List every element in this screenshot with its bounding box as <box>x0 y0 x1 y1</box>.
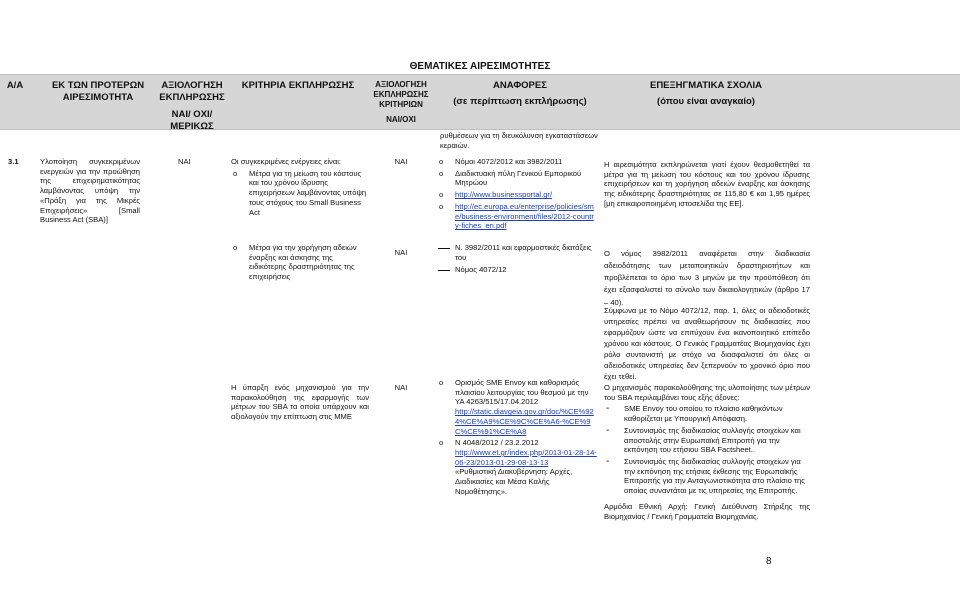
carryover-text: ρυθμέσεων για τη διευκόλυνση εγκαταστάσεων κεραιών. <box>440 131 598 150</box>
header-criteria-assessment-line1: ΑΞΙΟΛΟΓΗΣΗ ΕΚΠΛΗΡΩΣΗΣ ΚΡΙΤΗΡΙΩΝ <box>373 80 429 109</box>
reference-link-item-2 <box>437 202 597 231</box>
header-references <box>440 80 600 107</box>
notes-2b: Σύμφωνα με το Νόμο 4072/12, παρ. 1, όλες οι αδειοδοτικές υπηρεσίες πρέπει να αναθεωρήσουν τις διαδικασίες που εφαρμόζουν ώστε να επιτύχουν ένα ικανοποιητικό επίπεδο χρόνου και κόστους. Ο Γενικός Γραμματέας Βιομηχανίας έχει ρόλο συντονιστή με στόχο να διασφαλιστεί ότι όλες οι αδειοδοτικές υπηρεσίες δεν ξεπερνούν το χρονικό όριο που έχει τεθεί. <box>604 306 810 381</box>
reference-sme-envoy-text: Ορισμός SME Envoy και καθορισμός πλαισίου λειτουργίας του θεσμού με την ΥΑ 4263/515/17.04.2012 <box>455 378 589 407</box>
header-notes-line2: (όπου είναι αναγκαίο) <box>657 95 755 107</box>
row-number: 3.1 <box>8 157 19 166</box>
header-criteria-assessment-line2: ΝΑΙ/ΟΧΙ <box>386 115 416 125</box>
reference-sme-envoy <box>437 378 597 436</box>
reference-link-item-1 <box>437 190 597 200</box>
page-title: ΘΕΜΑΤΙΚΕΣ ΑΙΡΕΣΙΜΟΤΗΤΕΣ <box>409 61 551 72</box>
header-assessment-line1: ΑΞΙΟΛΟΓΗΣΗ ΕΚΠΛΗΡΩΣΗΣ <box>159 80 225 103</box>
criterion-licensing: o Μέτρα για την χορήγηση αδειών έναρξης και άσκησης της ειδικότερης δραστηριότητας της επιχειρήσεις <box>231 243 371 282</box>
references-block-3 <box>437 378 597 499</box>
header-criteria-assessment <box>372 80 430 125</box>
header-references-line2: (σε περίπτωση εκπλήρωσης) <box>453 95 587 107</box>
references-list-2 <box>437 243 597 275</box>
row-assessment: ΝΑΙ <box>178 157 191 166</box>
reference-law-4048-text: Ν 4048/2012 / 23.2.2012 <box>455 438 539 448</box>
reference-law-4072: Νόμος 4072/12 <box>437 265 597 275</box>
header-aa: Α/Α <box>6 80 24 91</box>
reference-portal: o Διαδικτυακή πύλη Γενικού Εμπορικού Μητρώου <box>437 169 597 188</box>
header-references-line1: ΑΝΑΦΟΡΕΣ <box>493 80 547 91</box>
notes-3-authority: Αρμόδια Εθνική Αρχή: Γενική Διεύθυνση Στήριξης της Βιομηχανίας / Γενική Γραμματεία Βιομηχανίας. <box>604 501 810 521</box>
criteria-list-1 <box>231 169 371 218</box>
header-notes <box>600 80 812 107</box>
reference-link-businessportal[interactable]: http://www.businessportal.gr/ <box>455 190 553 200</box>
reference-law-4048-title: «Ρυθμιστική Διακυβέρνηση: Αρχές, Διαδικασίες και Μέσα Καλής Νομοθέτησης». <box>455 467 573 496</box>
notes-3-item-envoy: - SME Envoy του οποίου το πλαίσιο καθηκόντων καθορίζεται με Υπουργική Απόφαση. <box>604 404 810 423</box>
notes-3 <box>604 383 810 521</box>
criteria-assessment-1: ΝΑΙ <box>394 157 408 166</box>
criteria-block-1 <box>231 157 371 219</box>
notes-3-item-factsheet: - Συντονισμός της διαδικασίας συλλογής στοιχείων και αποστολής στην Ευρωπαϊκή Επιτροπή για την εκπόνηση του ετήσιου SBA Factsheet.. <box>604 426 810 455</box>
header-assessment-line2: ΝΑΙ/ ΟΧΙ/ ΜΕΡΙΚΩΣ <box>170 109 214 132</box>
header-assessment <box>158 80 226 132</box>
criteria-assessment-2: ΝΑΙ <box>394 248 408 257</box>
reference-laws: o Νόμοι 4072/2012 και 3982/2011 <box>437 157 597 167</box>
criterion-monitoring: Η ύπαρξη ενός μηχανισμού για την παρακολούθηση της εφαρμογής των μέτρων του SBA τα οποία υπάρχουν και αξιολογούν την επίπτωση στις ΜΜΕ <box>231 383 369 422</box>
references-list-3 <box>437 378 597 497</box>
references-block-2 <box>437 243 597 278</box>
page-number: 8 <box>766 556 772 567</box>
criteria-assessment-3: ΝΑΙ <box>394 383 408 392</box>
reference-law-3982: Ν. 3982/2011 και εφαρμοστικές διατάξεις του <box>437 243 597 262</box>
criterion-cost-time: o Μέτρα για τη μείωση του κόστους και του χρόνου ίδρυσης επιχειρήσεων λαμβάνοντας υπόψη τους στόχους του Small Business Act <box>231 169 371 218</box>
notes-2a: Ο νόμος 3982/2011 αναφέρεται στην διαδικασία αδειοδότησης των μεταποιητικών δραστηριοτήτων και προβλέπεται το όριο των 3 μηνών με την προϋπόθεση ότι έχει εξασφαλιστεί το σύνολο των δικαιολογητικών (άρθρο 17 – 40). <box>604 249 810 307</box>
header-criteria: ΚΡΙΤΗΡΙΑ ΕΚΠΛΗΡΩΣΗΣ <box>241 80 355 91</box>
header-ex-ante-condition: ΕΚ ΤΩΝ ΠΡΟΤΕΡΩΝ ΑΙΡΕΣΙΜΟΤΗΤΑ <box>51 80 145 103</box>
notes-3-list <box>604 404 810 495</box>
references-block-1 <box>437 157 597 233</box>
reference-link-europa[interactable]: http://ec.europa.eu/enterprise/policies/sme/business-environment/files/2012-country-fiches_en.pdf <box>455 201 594 231</box>
notes-3-intro: Ο μηχανισμός παρακολούθησης της υλοποίησης των μέτρων του SBA περιλαμβάνει τους εξής άξονες: <box>604 383 810 402</box>
criteria-block-2 <box>231 243 371 284</box>
notes-3-item-competitiveness: - Συντονισμός της διαδικασίας συλλογής στοιχείων για την εκπόνηση της ετήσιας έκθεσης της Ευρωπαϊκής Επιτροπής για την Ανταγωνιστικότητα στο πλαίσιο της οποίας συναντάται με τις υπηρεσίες της Επιτροπής. <box>604 457 810 496</box>
reference-link-et[interactable]: http://www.et.gr/index.php/2013-01-28-14-06-23/2013-01-29-08-13-13 <box>455 448 597 467</box>
row-condition: Υλοποίηση συγκεκριμένων ενεργειών για την προώθηση της επιχειρηματικότητας λαμβάνοντας υπόψη την «Πράξη για της Μικρές Επιχειρήσεις» [Small Business Act (SBA)] <box>40 157 140 225</box>
criteria-list-2 <box>231 243 371 282</box>
reference-law-4048 <box>437 438 597 496</box>
notes-1: Η αιρεσιμότητα εκπληρώνεται γιατί έχουν θεσμοθετηθεί τα μέτρα για τη μείωση του κόστους και του χρόνου ίδρυσης επιχειρήσεων και τη χορήγηση αδειών έναρξης και άσκησης της ειδικότερης δραστηριότητας σε 115,80 € και 1,95 ημέρες [μη επικαιροποιημένη ιστοσελίδα της ΕΕ]. <box>604 160 810 208</box>
criteria-intro: Οι συγκεκριμένες ενέργειες είναι: <box>231 157 342 166</box>
reference-link-diavgeia[interactable]: http://static.diavgeia.gov.gr/doc/%CE%924%CE%A9%CE%9C%CE%A6-%CE%9C%CE%91%CE%A8 <box>455 407 594 436</box>
references-list-1 <box>437 157 597 231</box>
header-notes-line1: ΕΠΕΞΗΓΜΑΤΙΚΑ ΣΧΟΛΙΑ <box>649 80 762 91</box>
